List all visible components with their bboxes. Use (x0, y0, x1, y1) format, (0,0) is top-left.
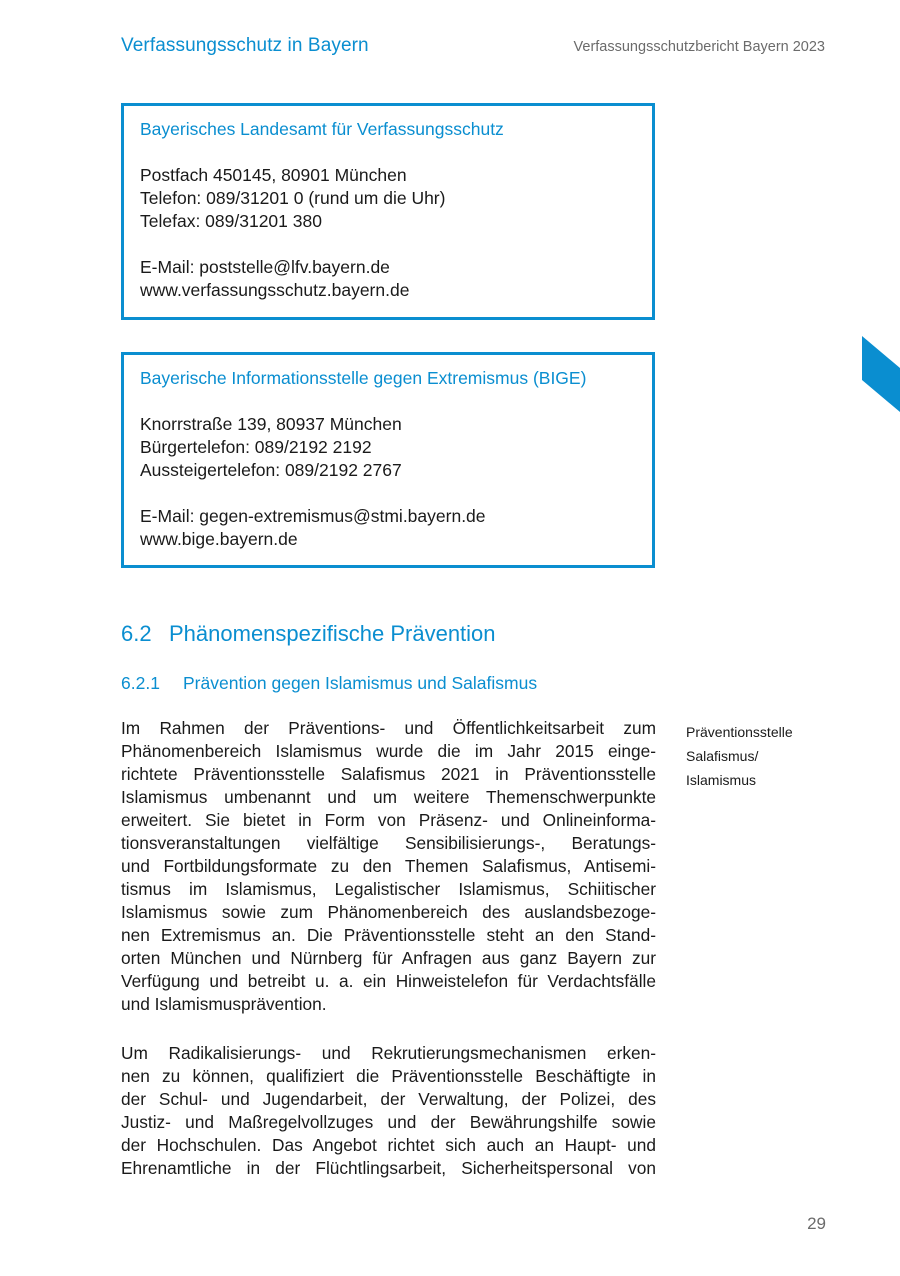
section-number: 6.2 (121, 621, 152, 646)
text-line: Im Rahmen der Präventions- und Öffentlichkeitsarbeit zum (121, 718, 656, 738)
fax-line: Telefax: 089/31201 380 (140, 211, 322, 231)
text-line: Ehrenamtliche in der Flüchtlingsarbeit, Sicherheitspersonal von (121, 1158, 656, 1178)
text-line: Phänomenbereich Islamismus wurde die im Jahr 2015 einge- (121, 741, 656, 761)
contact-box-lfv (121, 103, 655, 320)
body-paragraph-2 (121, 1042, 656, 1180)
text-line: Verfügung und betreibt u. a. ein Hinweistelefon für Verdachtsfälle (121, 971, 656, 991)
running-header-report: Verfassungsschutzbericht Bayern 2023 (573, 39, 825, 55)
contact-box-title: Bayerisches Landesamt für Verfassungsschutz (140, 119, 504, 139)
text-line: erweitert. Sie bietet in Form von Präsenz- und Onlineinforma- (121, 810, 656, 830)
website-line[interactable]: www.bige.bayern.de (140, 529, 298, 549)
margin-note-line: Präventionsstelle (686, 724, 793, 740)
text-line: orten München und Nürnberg für Anfragen aus ganz Bayern zur (121, 948, 656, 968)
text-line: richtete Präventionsstelle Salafismus 2021 in Präventionsstelle (121, 764, 656, 784)
address-line: Postfach 450145, 80901 München (140, 165, 407, 185)
text-line: Um Radikalisierungs- und Rekrutierungsmechanismen erken- (121, 1043, 656, 1063)
chapter-tab-marker (862, 336, 900, 412)
margin-note (686, 720, 793, 792)
running-header-chapter: Verfassungsschutz in Bayern (121, 35, 369, 56)
text-line: nen zu können, qualifiziert die Präventionsstelle Beschäftigte in (121, 1066, 656, 1086)
section-heading (121, 621, 496, 647)
text-line: der Hochschulen. Das Angebot richtet sich auch an Haupt- und (121, 1135, 656, 1155)
contact-box-title: Bayerische Informationsstelle gegen Extremismus (BIGE) (140, 368, 587, 388)
margin-note-line: Salafismus/ (686, 748, 759, 764)
text-line: Justiz- und Maßregelvollzuges und der Bewährungshilfe sowie (121, 1112, 656, 1132)
subsection-heading (121, 673, 537, 694)
email-line[interactable]: E-Mail: poststelle@lfv.bayern.de (140, 257, 390, 277)
text-line: nen Extremismus an. Die Präventionsstelle steht an den Stand- (121, 925, 656, 945)
page-number: 29 (807, 1214, 826, 1233)
contact-box-bige (121, 352, 655, 568)
text-line: tionsveranstaltungen vielfältige Sensibilisierungs-, Beratungs- (121, 833, 656, 853)
text-line: Islamismus sowie zum Phänomenbereich des auslandsbezoge- (121, 902, 656, 922)
address-line: Knorrstraße 139, 80937 München (140, 414, 402, 434)
margin-note-line: Islamismus (686, 772, 757, 788)
subsection-title: Prävention gegen Islamismus und Salafismus (183, 673, 538, 693)
text-line: der Schul- und Jugendarbeit, der Verwaltung, der Polizei, des (121, 1089, 656, 1109)
dropout-phone-line: Aussteigertelefon: 089/2192 2767 (140, 460, 402, 480)
text-line: und Islamismusprävention. (121, 994, 327, 1014)
website-line[interactable]: www.verfassungsschutz.bayern.de (140, 280, 410, 300)
text-line: und Fortbildungsformate zu den Themen Salafismus, Antisemi- (121, 856, 656, 876)
citizen-phone-line: Bürgertelefon: 089/2192 2192 (140, 437, 372, 457)
body-paragraph-1 (121, 717, 656, 1016)
text-line: tismus im Islamismus, Legalistischer Islamismus, Schiitischer (121, 879, 656, 899)
email-line[interactable]: E-Mail: gegen-extremismus@stmi.bayern.de (140, 506, 486, 526)
subsection-number: 6.2.1 (121, 673, 160, 693)
text-line: Islamismus umbenannt und um weitere Themenschwerpunkte (121, 787, 656, 807)
section-title: Phänomenspezifische Prävention (169, 621, 496, 646)
phone-line: Telefon: 089/31201 0 (rund um die Uhr) (140, 188, 446, 208)
